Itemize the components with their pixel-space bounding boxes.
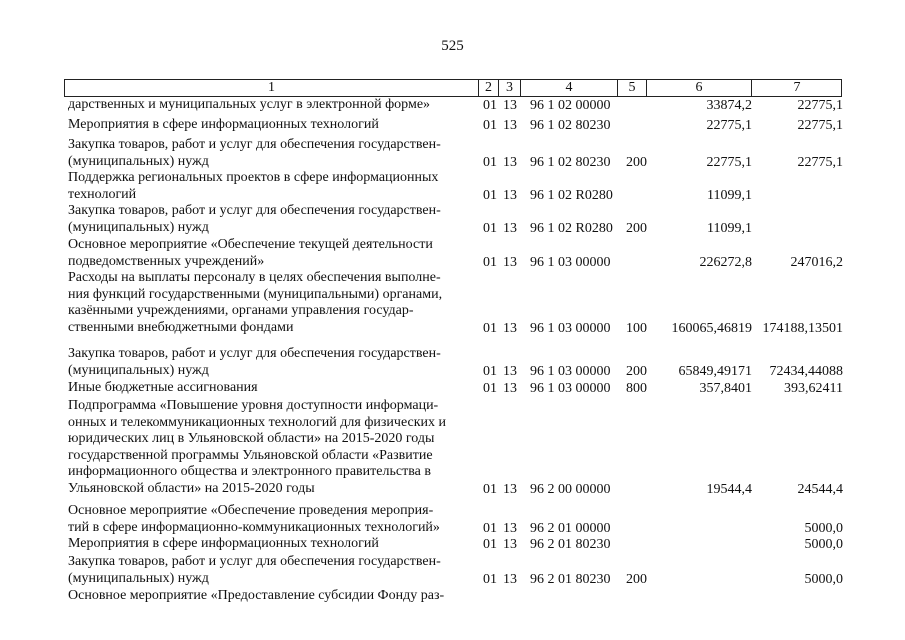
row-c4: 96 2 00 00000: [530, 481, 611, 497]
row-c2: 01: [483, 118, 497, 133]
header-col-3: 3: [498, 80, 520, 96]
row-c7: 5000,0: [804, 571, 843, 587]
row-name: [68, 380, 480, 397]
header-col-6: 6: [646, 80, 751, 96]
row-c3: 13: [503, 187, 517, 203]
row-name-line: Закупка товаров, работ и услуг для обеспечения государствен-: [68, 346, 441, 361]
row-c3: 13: [503, 154, 517, 170]
row-c2: 01: [483, 537, 497, 552]
row-c4: 96 1 02 80230: [530, 154, 611, 170]
row-c3: 13: [503, 363, 517, 379]
row-c5: 200: [626, 220, 647, 236]
row-c3: 13: [503, 254, 517, 270]
row-c4: 96 2 01 80230: [530, 537, 611, 552]
row-name-line: подведомственных учреждений»: [68, 253, 265, 269]
row-name-line: Ульяновской области» на 2015-2020 годы: [68, 480, 315, 496]
row-c2: 01: [483, 254, 497, 270]
row-c4: 96 1 02 80230: [530, 118, 611, 133]
row-name-line: ственными внебюджетными фондами: [68, 319, 294, 335]
row-c6: 11099,1: [707, 187, 752, 203]
row-name: [68, 588, 480, 605]
row-name-line: информационного общества и электронного правительства в: [68, 464, 431, 479]
row-c5: 200: [626, 154, 647, 170]
row-c6: 357,8401: [699, 381, 752, 396]
row-c7: 24544,4: [797, 481, 843, 497]
row-c3: 13: [503, 537, 517, 552]
row-name-line: ния функций государственными (муниципальными) органами,: [68, 286, 443, 302]
row-c4: 96 1 03 00000: [530, 254, 611, 270]
row-name-line: Закупка товаров, работ и услуг для обеспечения государствен-: [68, 554, 441, 569]
row-name-line: Основное мероприятие «Обеспечение проведения мероприя-: [68, 503, 434, 518]
row-name-line: Мероприятия в сфере информационных технологий: [68, 117, 379, 132]
row-c6: 33874,2: [706, 98, 752, 113]
row-c4: 96 2 01 80230: [530, 571, 611, 587]
row-c6: 65849,49171: [678, 363, 752, 379]
row-c6: 19544,4: [706, 481, 752, 497]
row-name: [68, 346, 480, 379]
row-name-line: технологий: [68, 186, 137, 202]
row-c2: 01: [483, 154, 497, 170]
row-c6: 22775,1: [706, 118, 752, 133]
row-name-line: тий в сфере информационно-коммуникационных технологий»: [68, 519, 440, 535]
row-name-line: Основное мероприятие «Обеспечение текущей деятельности: [68, 237, 433, 252]
row-c4: 96 1 03 00000: [530, 320, 611, 336]
row-name: [68, 170, 480, 203]
row-c3: 13: [503, 220, 517, 236]
row-c3: 13: [503, 481, 517, 497]
row-name: [68, 554, 480, 587]
row-name-line: Поддержка региональных проектов в сфере информационных: [68, 170, 439, 185]
row-c7: 5000,0: [804, 537, 843, 552]
row-name-line: (муниципальных) нужд: [68, 570, 209, 586]
row-name: [68, 237, 480, 270]
row-c2: 01: [483, 187, 497, 203]
row-c2: 01: [483, 363, 497, 379]
row-name: [68, 137, 480, 170]
row-name-line: (муниципальных) нужд: [68, 219, 209, 235]
row-c5: 800: [626, 381, 647, 396]
row-name-line: Основное мероприятие «Предоставление субсидии Фонду раз-: [68, 588, 445, 603]
page-number: 525: [441, 38, 464, 54]
row-c3: 13: [503, 118, 517, 133]
row-name: [68, 398, 480, 497]
row-c7: 5000,0: [804, 520, 843, 536]
header-col-1: 1: [268, 80, 275, 95]
row-name-line: государственной программы Ульяновской области «Развитие: [68, 447, 433, 463]
row-c2: 01: [483, 381, 497, 396]
row-name: [68, 97, 480, 114]
row-c2: 01: [483, 520, 497, 536]
row-name: [68, 270, 480, 336]
row-c4: 96 1 03 00000: [530, 381, 611, 396]
header-col-4: 4: [520, 80, 617, 96]
row-c2: 01: [483, 571, 497, 587]
row-c7: 72434,44088: [769, 363, 843, 379]
row-c6: 11099,1: [707, 220, 752, 236]
row-c3: 13: [503, 381, 517, 396]
row-c2: 01: [483, 481, 497, 497]
row-name-line: Закупка товаров, работ и услуг для обеспечения государствен-: [68, 137, 441, 152]
row-c4: 96 2 01 00000: [530, 520, 611, 536]
row-c6: 160065,46819: [671, 320, 752, 336]
row-c3: 13: [503, 320, 517, 336]
row-name: [68, 503, 480, 536]
row-name-line: юридических лиц в Ульяновской области» на 2015-2020 годы: [68, 431, 435, 446]
row-c4: 96 1 03 00000: [530, 363, 611, 379]
row-c6: 22775,1: [706, 154, 752, 170]
row-name-line: Подпрограмма «Повышение уровня доступности информаци-: [68, 398, 439, 413]
row-c3: 13: [503, 520, 517, 536]
row-c4: 96 1 02 R0280: [530, 187, 613, 203]
row-c5: 200: [626, 363, 647, 379]
row-name: [68, 117, 480, 134]
row-c7: 22775,1: [797, 98, 843, 113]
header-col-5: 5: [617, 80, 646, 96]
row-name-line: Иные бюджетные ассигнования: [68, 380, 258, 395]
row-c7: 393,62411: [784, 381, 843, 396]
row-c4: 96 1 02 00000: [530, 98, 611, 113]
row-c5: 100: [626, 320, 647, 336]
row-name: [68, 203, 480, 236]
row-name-line: Мероприятия в сфере информационных технологий: [68, 536, 379, 551]
row-c7: 22775,1: [797, 154, 843, 170]
row-c3: 13: [503, 98, 517, 113]
row-name-line: онных и телекоммуникационных технологий для физических и: [68, 414, 447, 430]
row-name-line: Закупка товаров, работ и услуг для обеспечения государствен-: [68, 203, 441, 218]
row-c3: 13: [503, 571, 517, 587]
row-name: [68, 536, 480, 553]
row-name-line: дарственных и муниципальных услуг в электронной форме»: [68, 97, 431, 112]
row-c7: 174188,13501: [762, 320, 843, 336]
row-c6: 226272,8: [699, 254, 752, 270]
row-name-line: (муниципальных) нужд: [68, 362, 209, 378]
row-c2: 01: [483, 98, 497, 113]
row-name-line: (муниципальных) нужд: [68, 153, 209, 169]
header-col-7: 7: [751, 80, 842, 96]
row-name-line: казёнными учреждениями, органами управления государ-: [68, 303, 414, 318]
header-col-2: 2: [478, 80, 498, 96]
row-name-line: Расходы на выплаты персоналу в целях обеспечения выполне-: [68, 270, 441, 285]
row-c2: 01: [483, 220, 497, 236]
row-c7: 22775,1: [797, 118, 843, 133]
row-c7: 247016,2: [790, 254, 843, 270]
row-c5: 200: [626, 571, 647, 587]
row-c4: 96 1 02 R0280: [530, 220, 613, 236]
row-c2: 01: [483, 320, 497, 336]
